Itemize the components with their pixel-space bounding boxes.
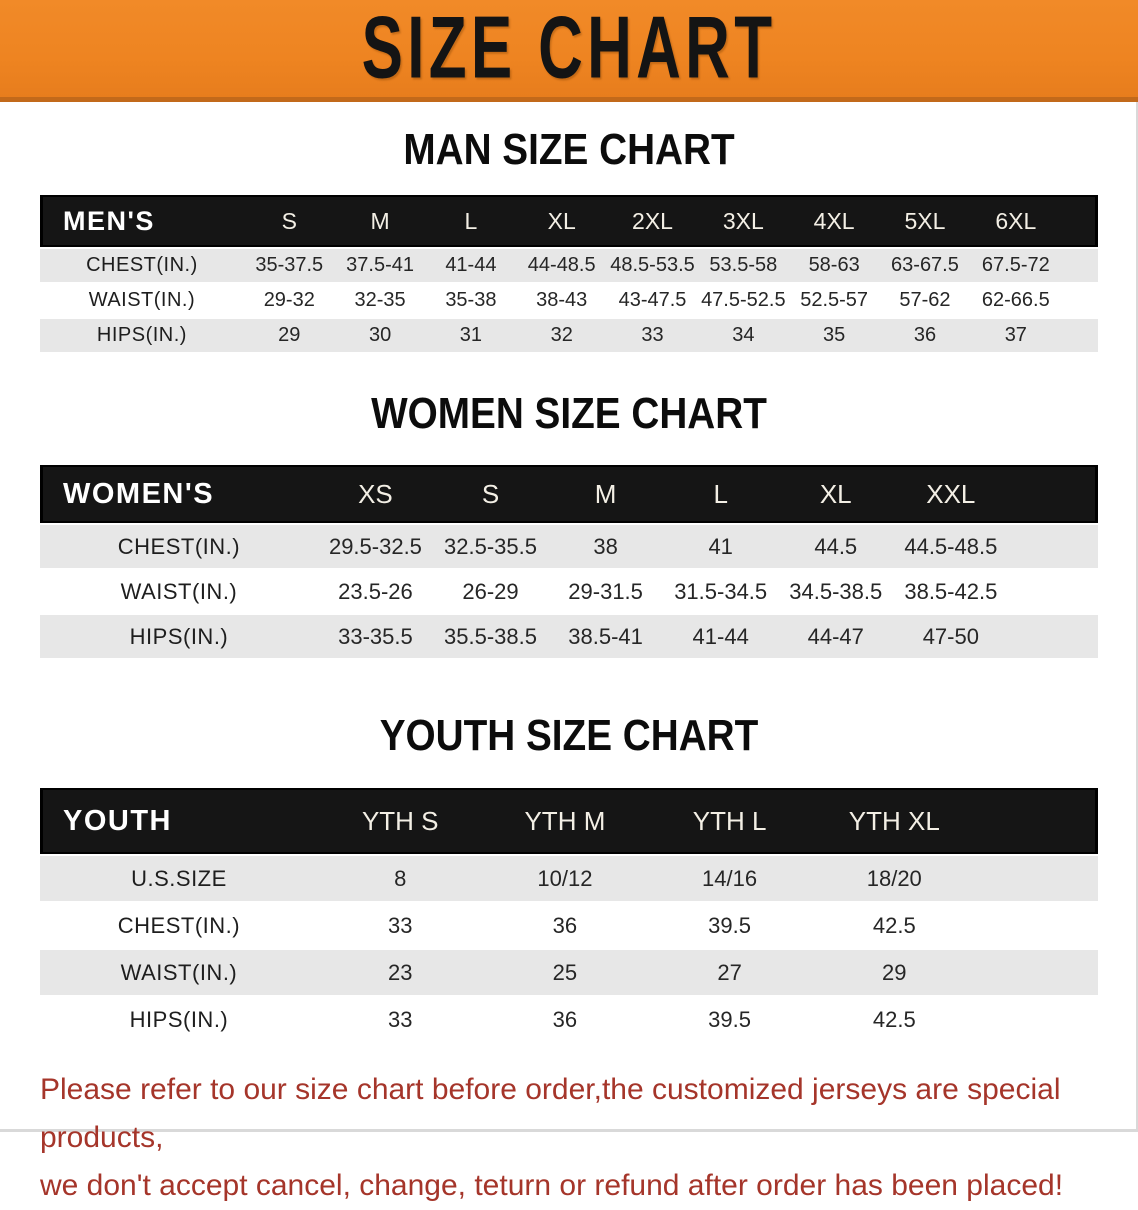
mens-table-header-row — [40, 195, 1098, 247]
measurement-row-label: U.S.SIZE — [40, 856, 318, 901]
measurement-value: 29-32 — [244, 284, 335, 317]
measurement-value: 35.5-38.5 — [433, 615, 548, 658]
measurement-value: 35-38 — [425, 284, 516, 317]
measurement-row-label: HIPS(IN.) — [40, 997, 318, 1042]
measurement-value: 63-67.5 — [880, 249, 971, 282]
filler-cell — [1008, 615, 1098, 658]
table-group-label: MEN'S — [40, 195, 244, 247]
table-row — [40, 997, 1098, 1042]
table-row — [40, 284, 1098, 317]
measurement-value: 41-44 — [663, 615, 778, 658]
measurement-value: 62-66.5 — [970, 284, 1061, 317]
table-row — [40, 950, 1098, 995]
measurement-value: 67.5-72 — [970, 249, 1061, 282]
measurement-value: 38-43 — [516, 284, 607, 317]
size-column-header: M — [335, 195, 426, 247]
youth-size-table — [40, 786, 1098, 1044]
measurement-value: 8 — [318, 856, 483, 901]
measurement-row-label: CHEST(IN.) — [40, 525, 318, 568]
measurement-value: 36 — [483, 903, 648, 948]
measurement-value: 47.5-52.5 — [698, 284, 789, 317]
table-group-label: WOMEN'S — [40, 465, 318, 523]
measurement-value: 57-62 — [880, 284, 971, 317]
table-row — [40, 319, 1098, 352]
size-column-header: L — [425, 195, 516, 247]
measurement-value: 34 — [698, 319, 789, 352]
measurement-value: 52.5-57 — [789, 284, 880, 317]
measurement-value: 42.5 — [812, 997, 977, 1042]
size-column-header: S — [433, 465, 548, 523]
size-column-header: YTH L — [647, 788, 812, 854]
measurement-value: 53.5-58 — [698, 249, 789, 282]
measurement-value: 26-29 — [433, 570, 548, 613]
banner-title: SIZE CHART — [361, 0, 777, 97]
size-column-header: 2XL — [607, 195, 698, 247]
filler-cell — [1008, 465, 1098, 523]
size-column-header: M — [548, 465, 663, 523]
size-column-header: S — [244, 195, 335, 247]
measurement-value: 39.5 — [647, 903, 812, 948]
measurement-value: 10/12 — [483, 856, 648, 901]
measurement-value: 44.5-48.5 — [893, 525, 1008, 568]
table-row — [40, 615, 1098, 658]
size-chart-banner — [0, 0, 1138, 102]
womens-size-table-wrap — [0, 463, 1138, 660]
size-column-header: XL — [778, 465, 893, 523]
measurement-value: 39.5 — [647, 997, 812, 1042]
measurement-value: 14/16 — [647, 856, 812, 901]
measurement-value: 27 — [647, 950, 812, 995]
measurement-value: 44.5 — [778, 525, 893, 568]
measurement-row-label: HIPS(IN.) — [40, 615, 318, 658]
measurement-value: 35-37.5 — [244, 249, 335, 282]
filler-cell — [1008, 570, 1098, 613]
filler-cell — [1008, 525, 1098, 568]
size-column-header: XXL — [893, 465, 1008, 523]
measurement-value: 18/20 — [812, 856, 977, 901]
measurement-value: 58-63 — [789, 249, 880, 282]
size-column-header: YTH XL — [812, 788, 977, 854]
measurement-row-label: CHEST(IN.) — [40, 249, 244, 282]
measurement-value: 25 — [483, 950, 648, 995]
measurement-value: 29 — [244, 319, 335, 352]
filler-cell — [977, 903, 1098, 948]
youth-size-table-wrap — [0, 786, 1138, 1044]
table-group-label: YOUTH — [40, 788, 318, 854]
table-row — [40, 856, 1098, 901]
measurement-row-label: WAIST(IN.) — [40, 284, 244, 317]
mens-size-table-wrap — [0, 193, 1138, 354]
filler-cell — [977, 997, 1098, 1042]
disclaimer-line-2: we don't accept cancel, change, teturn or refund after order has been placed! — [40, 1169, 1064, 1202]
measurement-value: 32 — [516, 319, 607, 352]
measurement-value: 44-48.5 — [516, 249, 607, 282]
filler-cell — [977, 856, 1098, 901]
measurement-value: 43-47.5 — [607, 284, 698, 317]
table-row — [40, 525, 1098, 568]
size-column-header: YTH S — [318, 788, 483, 854]
size-column-header: 6XL — [970, 195, 1061, 247]
measurement-value: 23 — [318, 950, 483, 995]
table-row — [40, 570, 1098, 613]
measurement-value: 29-31.5 — [548, 570, 663, 613]
measurement-row-label: WAIST(IN.) — [40, 570, 318, 613]
measurement-value: 29 — [812, 950, 977, 995]
size-column-header: 4XL — [789, 195, 880, 247]
measurement-value: 32.5-35.5 — [433, 525, 548, 568]
measurement-value: 41 — [663, 525, 778, 568]
measurement-value: 33-35.5 — [318, 615, 433, 658]
measurement-value: 33 — [318, 903, 483, 948]
filler-cell — [1061, 319, 1098, 352]
size-column-header: XL — [516, 195, 607, 247]
measurement-value: 30 — [335, 319, 426, 352]
measurement-value: 23.5-26 — [318, 570, 433, 613]
measurement-value: 48.5-53.5 — [607, 249, 698, 282]
measurement-value: 34.5-38.5 — [778, 570, 893, 613]
measurement-value: 33 — [607, 319, 698, 352]
size-column-header: XS — [318, 465, 433, 523]
filler-cell — [1061, 249, 1098, 282]
measurement-value: 37 — [970, 319, 1061, 352]
measurement-value: 31.5-34.5 — [663, 570, 778, 613]
measurement-value: 36 — [880, 319, 971, 352]
measurement-value: 42.5 — [812, 903, 977, 948]
filler-cell — [1061, 195, 1098, 247]
measurement-row-label: WAIST(IN.) — [40, 950, 318, 995]
measurement-value: 38 — [548, 525, 663, 568]
mens-size-table — [40, 193, 1098, 354]
size-column-header: L — [663, 465, 778, 523]
measurement-value: 36 — [483, 997, 648, 1042]
filler-cell — [977, 788, 1098, 854]
measurement-value: 38.5-42.5 — [893, 570, 1008, 613]
filler-cell — [977, 950, 1098, 995]
womens-size-table — [40, 463, 1098, 660]
measurement-value: 47-50 — [893, 615, 1008, 658]
table-row — [40, 249, 1098, 282]
size-column-header: 3XL — [698, 195, 789, 247]
size-column-header: YTH M — [483, 788, 648, 854]
youth-size-chart-title: YOUTH SIZE CHART — [379, 711, 759, 760]
filler-cell — [1061, 284, 1098, 317]
order-disclaimer — [40, 1066, 1110, 1210]
measurement-value: 38.5-41 — [548, 615, 663, 658]
measurement-value: 33 — [318, 997, 483, 1042]
measurement-value: 29.5-32.5 — [318, 525, 433, 568]
measurement-value: 35 — [789, 319, 880, 352]
disclaimer-line-1: Please refer to our size chart before order,the customized jerseys are special products, — [40, 1073, 1061, 1154]
measurement-value: 32-35 — [335, 284, 426, 317]
measurement-row-label: HIPS(IN.) — [40, 319, 244, 352]
size-column-header: 5XL — [880, 195, 971, 247]
man-size-chart-title: MAN SIZE CHART — [403, 125, 735, 174]
measurement-value: 31 — [425, 319, 516, 352]
youth-table-header-row — [40, 788, 1098, 854]
table-row — [40, 903, 1098, 948]
measurement-row-label: CHEST(IN.) — [40, 903, 318, 948]
womens-table-header-row — [40, 465, 1098, 523]
measurement-value: 44-47 — [778, 615, 893, 658]
women-size-chart-title: WOMEN SIZE CHART — [371, 389, 767, 438]
measurement-value: 41-44 — [425, 249, 516, 282]
measurement-value: 37.5-41 — [335, 249, 426, 282]
